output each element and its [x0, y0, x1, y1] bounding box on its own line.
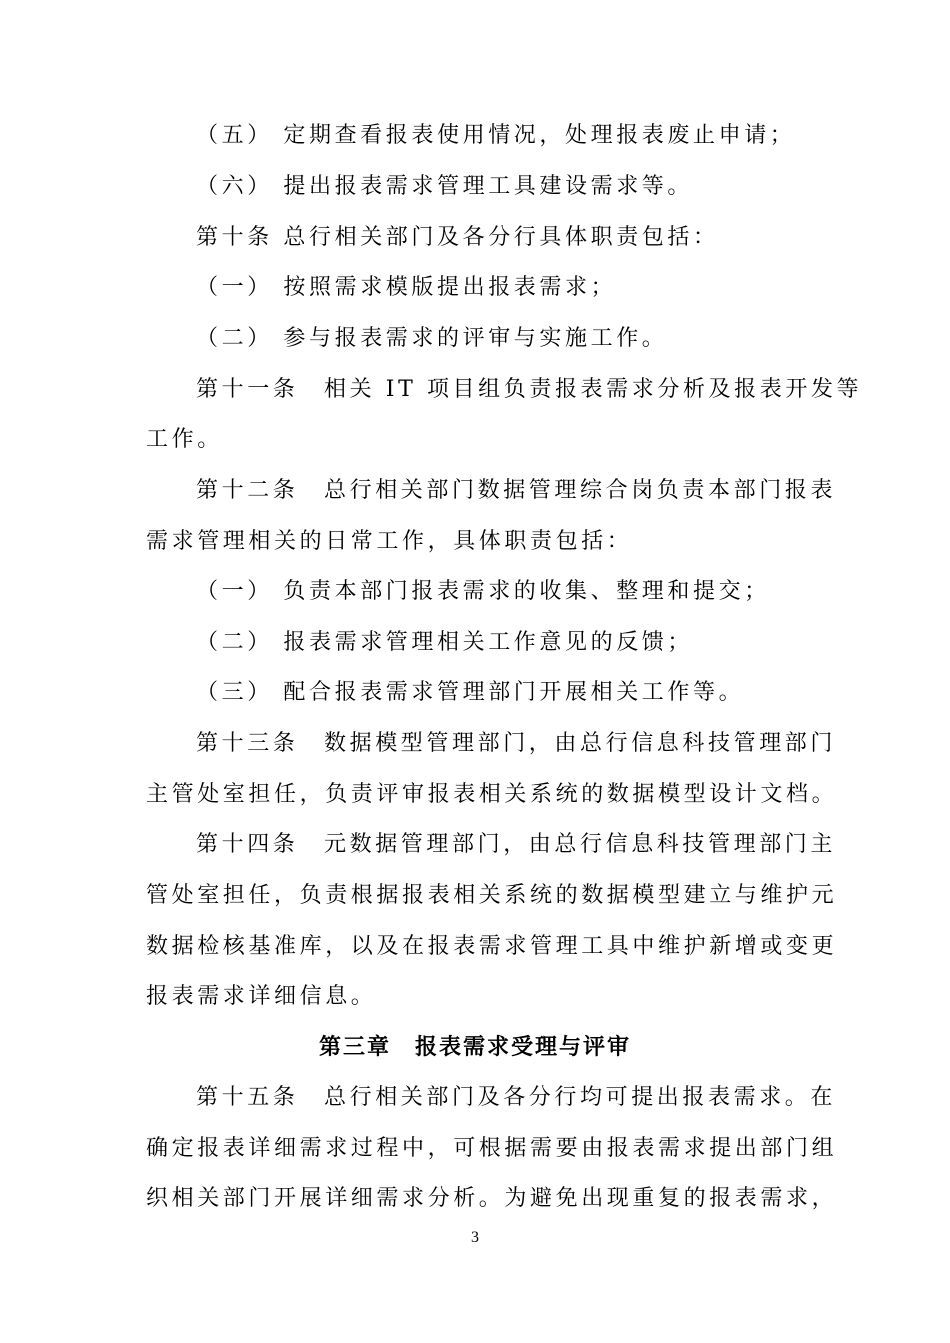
- list-item: （五） 定期查看报表使用情况，处理报表废止申请；: [196, 123, 796, 148]
- article-paragraph: 第十条 总行相关部门及各分行具体职责包括：: [196, 225, 719, 250]
- article-paragraph: 第十三条 数据模型管理部门，由总行信息科技管理部门: [196, 731, 837, 756]
- paragraph-continuation: 需求管理相关的日常工作，具体职责包括：: [146, 529, 633, 554]
- list-item: （一） 按照需求模版提出报表需求；: [196, 275, 617, 300]
- paragraph-continuation: 织相关部门开展详细需求分析。为避免出现重复的报表需求，: [146, 1186, 838, 1211]
- list-item: （六） 提出报表需求管理工具建设需求等。: [196, 174, 693, 199]
- paragraph-continuation: 工作。: [146, 427, 223, 452]
- paragraph-continuation: 数据检核基准库，以及在报表需求管理工具中维护新增或变更: [146, 934, 838, 959]
- article-paragraph: 第十五条 总行相关部门及各分行均可提出报表需求。在: [196, 1085, 837, 1110]
- paragraph-continuation: 确定报表详细需求过程中，可根据需要由报表需求提出部门组: [146, 1136, 838, 1161]
- article-paragraph: 第十二条 总行相关部门数据管理综合岗负责本部门报表: [196, 478, 837, 503]
- paragraph-continuation: 管处室担任，负责根据报表相关系统的数据模型建立与维护元: [146, 883, 838, 908]
- paragraph-continuation: 主管处室担任，负责评审报表相关系统的数据模型设计文档。: [146, 782, 838, 807]
- list-item: （三） 配合报表需求管理部门开展相关工作等。: [196, 680, 745, 705]
- list-item: （二） 报表需求管理相关工作意见的反馈；: [196, 630, 693, 655]
- page-number: 3: [471, 1229, 479, 1246]
- article-paragraph: 第十四条 元数据管理部门，由总行信息科技管理部门主: [196, 832, 837, 857]
- list-item: （一） 负责本部门报表需求的收集、整理和提交；: [196, 579, 770, 604]
- paragraph-continuation: 报表需求详细信息。: [146, 984, 377, 1009]
- list-item: （二） 参与报表需求的评审与实施工作。: [196, 326, 668, 351]
- article-paragraph: 第十一条 相关 IT 项目组负责报表需求分析及报表开发等: [196, 377, 863, 402]
- chapter-heading: 第三章 报表需求受理与评审: [318, 1035, 631, 1060]
